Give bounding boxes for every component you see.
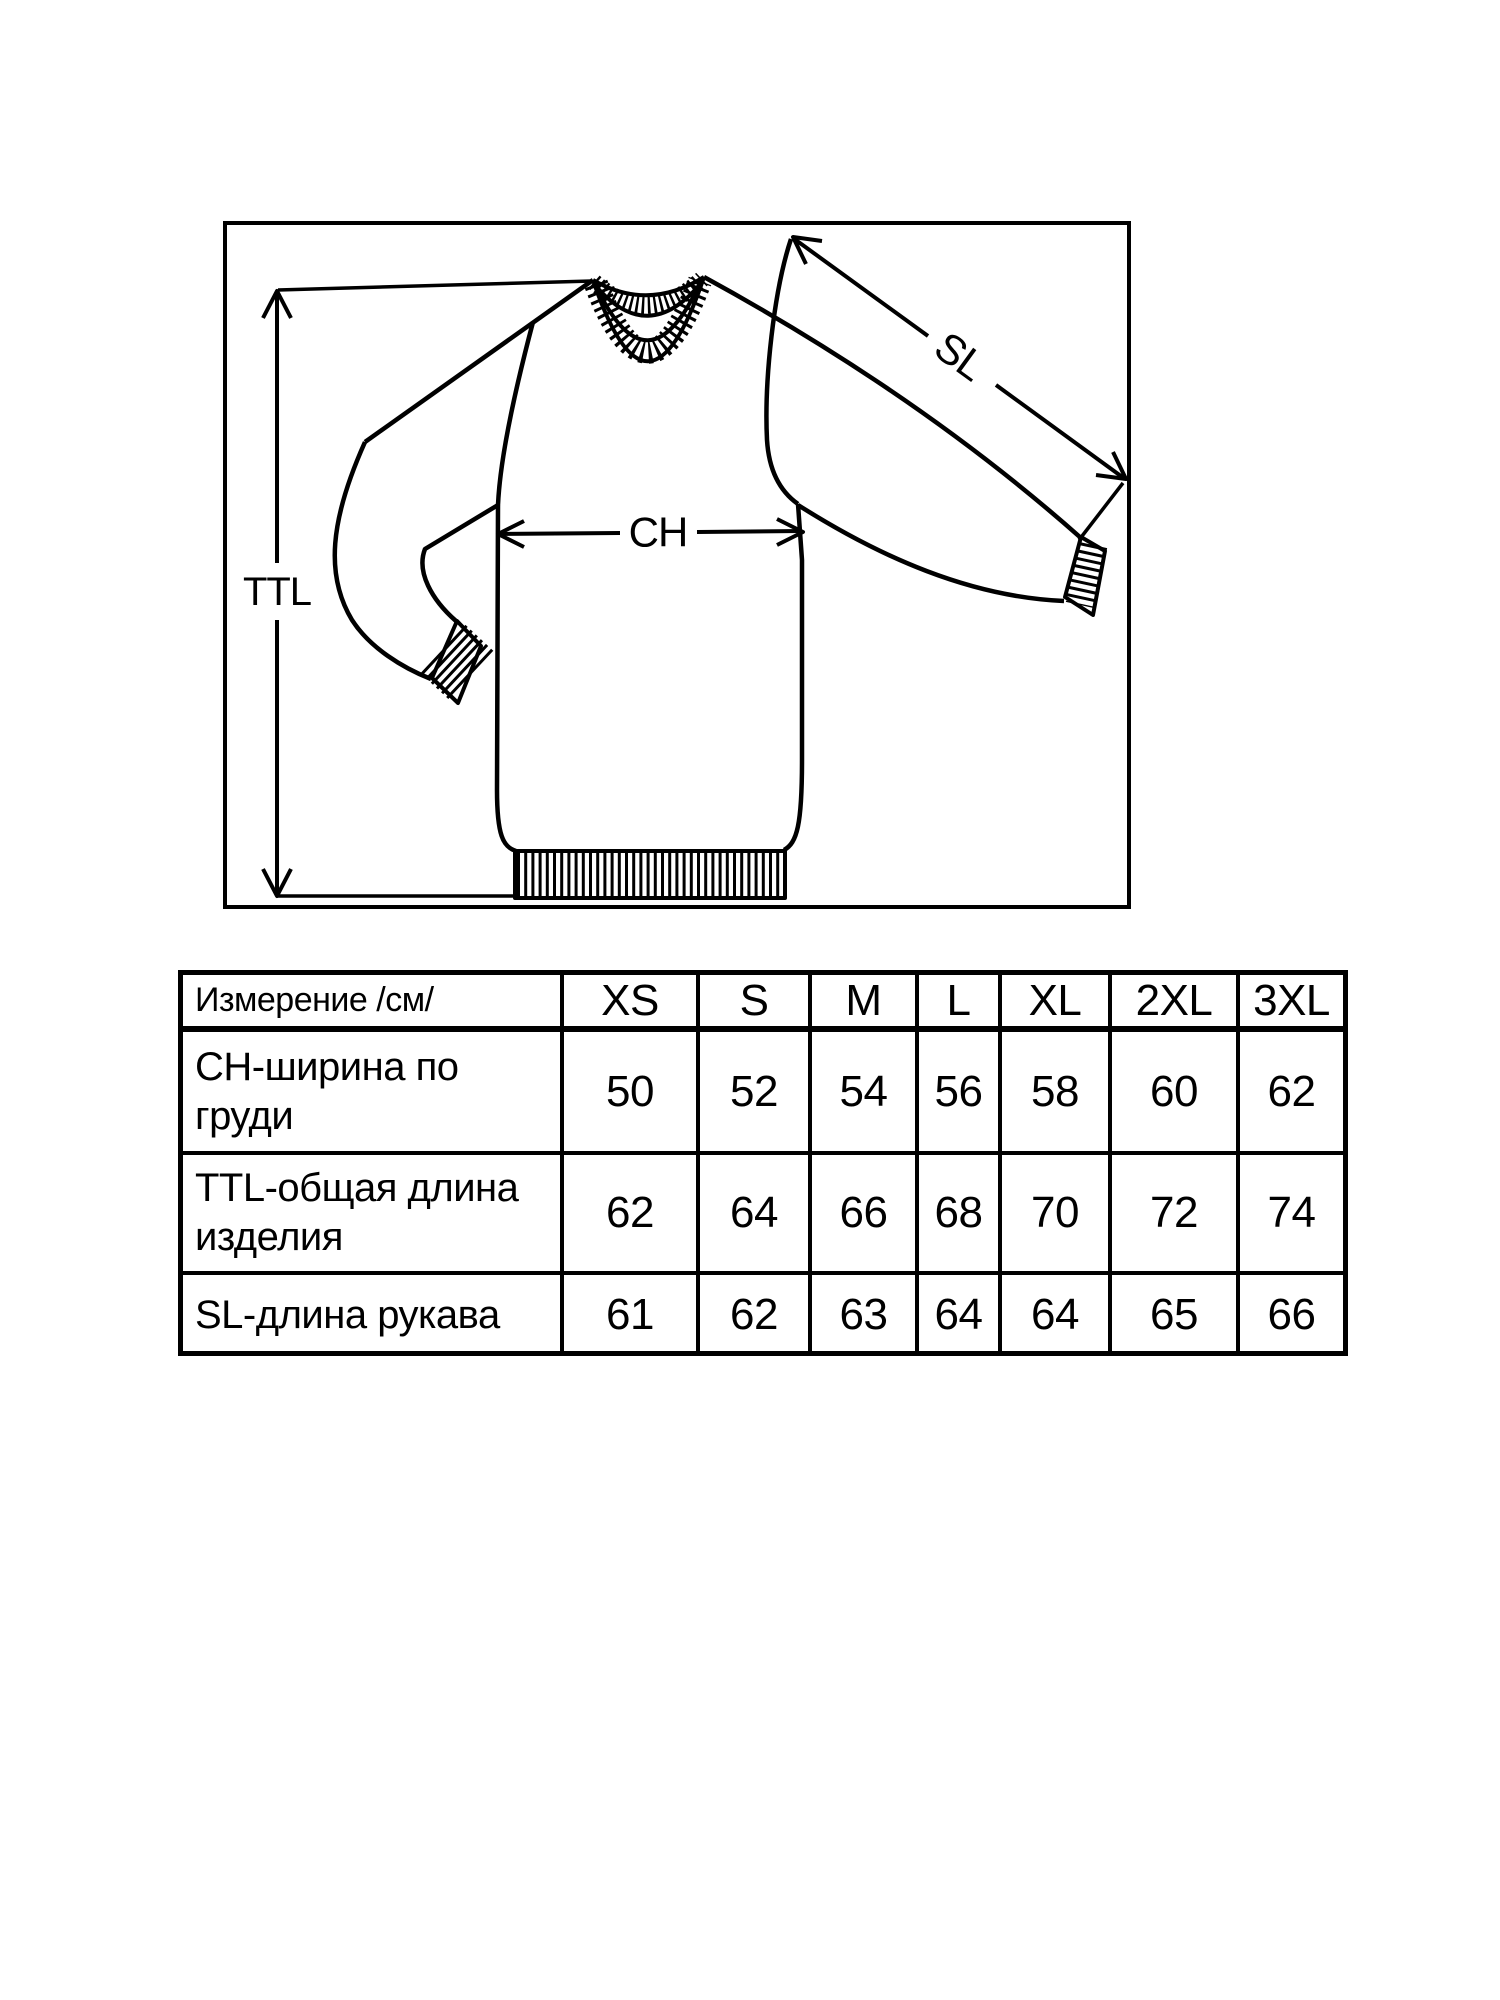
- ttl-label: TTL: [242, 570, 312, 614]
- left-sleeve-outline: [335, 280, 593, 679]
- chest-width-xs: 50: [564, 1032, 700, 1155]
- chest-width-m: 54: [812, 1032, 919, 1155]
- total-length-3xl: 74: [1240, 1155, 1343, 1275]
- sleeve-length-3xl: 66: [1267, 1290, 1316, 1340]
- top-reference-line: [278, 281, 592, 290]
- row-label-sleeve-length: SL-длина рукава: [183, 1275, 564, 1355]
- total-length-m: 66: [812, 1155, 919, 1275]
- size-column-header-l: L: [919, 975, 1002, 1032]
- chest-width-s: 52: [700, 1032, 812, 1155]
- right-cuff-ribbing: [1080, 545, 1093, 605]
- total-length-2xl: 72: [1112, 1155, 1240, 1275]
- size-column-header-2xl: 2XL: [1112, 975, 1240, 1032]
- chest-width-2xl: 60: [1112, 1032, 1240, 1155]
- total-length-l: 68: [919, 1155, 1002, 1275]
- total-length-xl: 70: [1002, 1155, 1112, 1275]
- body-outline: [497, 504, 802, 851]
- sleeve-length-xs: 61: [564, 1275, 700, 1355]
- sl-extension-line: [1079, 483, 1123, 540]
- size-column-header-m: M: [812, 975, 919, 1032]
- diagram-frame: [225, 223, 1129, 907]
- chest-width-3xl: 62: [1240, 1032, 1343, 1155]
- ch-label: CH: [628, 508, 688, 556]
- row-label-chest-width: CH-ширина по груди: [183, 1032, 564, 1155]
- size-column-header-xs: XS: [564, 975, 700, 1032]
- measure-unit-header: Измерение /см/: [183, 975, 564, 1032]
- sleeve-length-s: 62: [700, 1275, 812, 1355]
- size-column-header-xl: XL: [1002, 975, 1112, 1032]
- row-label-total-length: TTL-общая длина изделия: [183, 1155, 564, 1275]
- right-sleeve-outline: [704, 239, 1081, 601]
- size-column-header-s: S: [700, 975, 812, 1032]
- size-column-header-3xl: 3XL: [1240, 975, 1343, 1032]
- sl-label: SL: [926, 322, 994, 390]
- chest-width-xl: 58: [1002, 1032, 1112, 1155]
- size-table: [178, 970, 1348, 1356]
- chest-width-l: 56: [919, 1032, 1002, 1155]
- total-length-xs: 62: [564, 1155, 700, 1275]
- left-cuff-outline: [432, 621, 481, 703]
- total-length-s: 64: [700, 1155, 812, 1275]
- left-cuff-ribbing: [443, 649, 472, 676]
- sleeve-length-2xl: 65: [1112, 1275, 1240, 1355]
- sleeve-length-xl: 64: [1002, 1275, 1112, 1355]
- sleeve-length-m: 63: [812, 1275, 919, 1355]
- sleeve-length-l: 64: [919, 1275, 1002, 1355]
